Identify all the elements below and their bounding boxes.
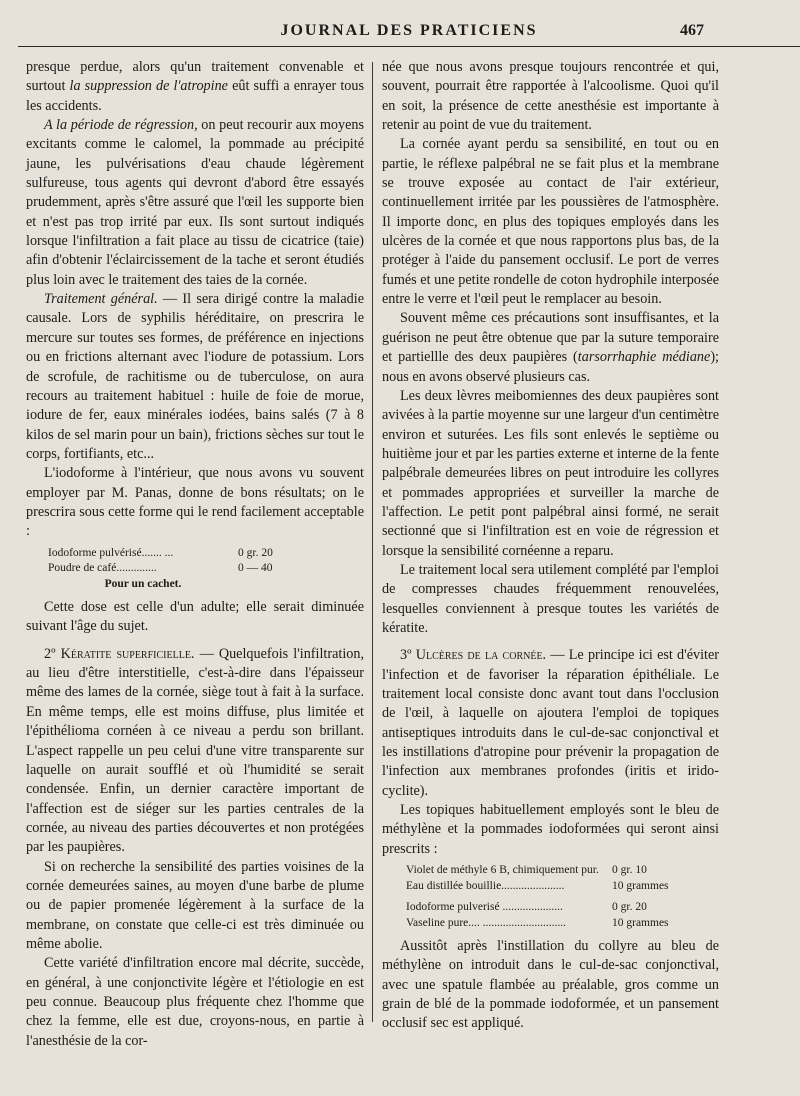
paragraph: Souvent même ces précautions sont insuffisantes, et la guérison ne peut être obtenue que par la suture temporaire et partiellle des deux paupières (tarsorrhaphie médiane); nous en avons observé plusieurs cas. bbox=[382, 310, 719, 385]
paragraph: Les deux lèvres meibomiennes des deux paupières sont avivées à la partie moyenne sur une largeur d'un centimètre environ et suturées. Les fils sont enlevés le septième ou huitième jour et par les parties externe et interne de la fente palpébrale demeurées libres on peut introduire les collyres et pommades appropriées et surveiller la marche de l'affection. Le petit pont palpébral ainsi formé, ne serait sectionné que si l'infiltration est en voie de régression et lorsque la sensibilité cornéenne a reparu. bbox=[382, 387, 719, 559]
paragraph: Si on recherche la sensibilité des parties voisines de la cornée demeurées saines, au moyen d'une barbe de plume ou de papier promenée légèrement à la surface de la membrane, on constate que celle-ci est très diminuée ou même abolie. bbox=[26, 858, 364, 952]
prescription-block bbox=[382, 863, 706, 931]
paragraph: A la période de régression, on peut recourir aux moyens excitants comme le calomel, la pommade au précipité jaune, les pulvérisations d'eau chaude légèrement sulfureuse, tous agents qui devront d'abord être essayés prudemment, après s'être assuré que l'œil les supporte bien et n'est pas trop irrité par eux. Ils sont surtout indiqués lorsque l'infiltration a fait place au tissu de cicatrice (taie) afin d'obtenir l'éclaircissement de la tache et seront étudiés plus loin avec le traitement des taies de la cornée. bbox=[26, 117, 364, 288]
page-number: 467 bbox=[680, 22, 704, 39]
section-heading-paragraph: 2º Kératite superficielle. — Quelquefois l'infiltration, au lieu d'être interstitielle, c'est-à-dire dans l'épaisseur même des lames de la cornée, siège tout à fait à la surface. En même temps, elle est moins diffuse, plus limitée et l'épithélioma cornéen à ce niveau a perdu son brillant. L'aspect rappelle un peu celui d'une vitre transparente sur laquelle on aurait soufflé et où l'humidité se serait condensée. Enfin, un dernier caractère important de l'affection est de siéger sur les parties centrales de la cornée, au niveau des parties découvertes et non protégées par les paupières. bbox=[26, 645, 365, 856]
paragraph: Cette variété d'infiltration encore mal décrite, succède, en général, à une conjonctivite légère et l'étiologie en est peu connue. Beaucoup plus fréquente chez l'homme que chez la femme, elle est due, croyons-nous, en partie à l'anesthésie de la cor- bbox=[26, 955, 364, 1049]
paragraph: Le traitement local sera utilement complété par l'emploi de compresses chaudes fréquemment renouvelées, lesquelles conviennent à presque toutes les variétés de kératite. bbox=[382, 561, 719, 636]
journal-title: JOURNAL DES PRATICIENS bbox=[280, 22, 538, 39]
prescription-line: Violet de méthyle 6 B, chimiquement pur. 0 gr. 10 bbox=[406, 864, 647, 877]
paragraph: presque perdue, alors qu'un traitement convenable et surtout la suppression de l'atropine eût suffi a enrayer tous les accidents. bbox=[26, 59, 364, 114]
prescription-line: Vaseline pure.... ............................. 10 grammes bbox=[406, 916, 669, 929]
column-divider bbox=[372, 62, 373, 1022]
paragraph: Aussitôt après l'instillation du collyre au bleu de méthylène on introduit dans le cul-de-sac conjonctival, avec une spatule flambée au préalable, gros comme un grain de blé de la pommade iodoformée, et un pansement occlusif sec est appliqué. bbox=[382, 938, 719, 1032]
prescription-block bbox=[26, 546, 298, 593]
paragraph: née que nous avons presque toujours rencontrée et qui, souvent, pourrait être rapportée à l'alcoolisme. Quoi qu'il en soit, la présence de cette anesthésie est importante à retenir au point de vue du traitement. bbox=[382, 59, 719, 134]
paragraph: Les topiques habituellement employés sont le bleu de méthylène et la pommades iodoformées qui seront ainsi prescrits : bbox=[382, 802, 719, 857]
prescription-line: Iodoforme pulvérisé....... ... 0 gr. 20 bbox=[48, 546, 273, 559]
left-column bbox=[26, 58, 364, 1051]
prescription-footer: Pour un cachet. bbox=[104, 577, 182, 590]
paragraph: La cornée ayant perdu sa sensibilité, en tout ou en partie, le réflexe palpébral ne se fait plus et la membrane se trouve exposée au contact de l'air extérieur, continuellement irritée par les poussières de l'atmosphère. Il importe donc, en plus des topiques employés dans les ulcères de la cornée et que nous rapportons plus bas, de la protéger à l'aide du pansement occlusif. Le port de verres fumés et une petite rondelle de coton hydrophile interposée entre le verre et l'œil peut le remplacer au besoin. bbox=[382, 136, 719, 308]
right-column bbox=[382, 58, 719, 1034]
prescription-line: Iodoforme pulverisé ..................... 0 gr. 20 bbox=[406, 901, 647, 914]
section-heading-paragraph: 3º Ulcères de la cornée. — Le principe ici est d'éviter l'infection et de favoriser la réparation épithéliale. Le traitement local consiste donc avant tout dans l'occlusion de l'œil, à laquelle on ajoutera l'emploi de topiques antiseptiques introduits dans le cul-de-sac conjonctival et les instillations d'atropine pour prévenir la propagation de l'infection aux membranes profondes (iritis et irido-cyclite). bbox=[382, 647, 719, 799]
paragraph: Cette dose est celle d'un adulte; elle serait diminuée suivant l'âge du sujet. bbox=[26, 599, 364, 635]
prescription-line: Eau distillée bouillie...................... 10 grammes bbox=[406, 879, 669, 892]
prescription-line: Poudre de café.............. 0 — 40 bbox=[48, 562, 273, 575]
section-heading: Ulcères de la cornée. bbox=[415, 647, 547, 664]
running-header bbox=[18, 20, 800, 47]
paragraph: Traitement général. — Il sera dirigé contre la maladie causale. Lors de syphilis héréditaire, on prescrira le mercure sur toutes ses formes, de préférence en injections ou en frictions alternant avec l'iodure de potassium. Lors de scrofule, de rachitisme ou de tuberculose, on aura recours au traitement habituel : huile de foie de morue, iodure de fer, eaux minérales iodées, bains salés (7 à 8 kilos de sel marin pour un bain), frictions sèches sur tout le corps, fortifiants, etc... bbox=[26, 291, 364, 462]
section-heading: Kératite superficielle. bbox=[60, 645, 195, 662]
paragraph: L'iodoforme à l'intérieur, que nous avons vu souvent employer par M. Panas, donne de bons résultats; on le prescrira sous cette forme qui le rend facilement acceptable : bbox=[26, 465, 364, 540]
